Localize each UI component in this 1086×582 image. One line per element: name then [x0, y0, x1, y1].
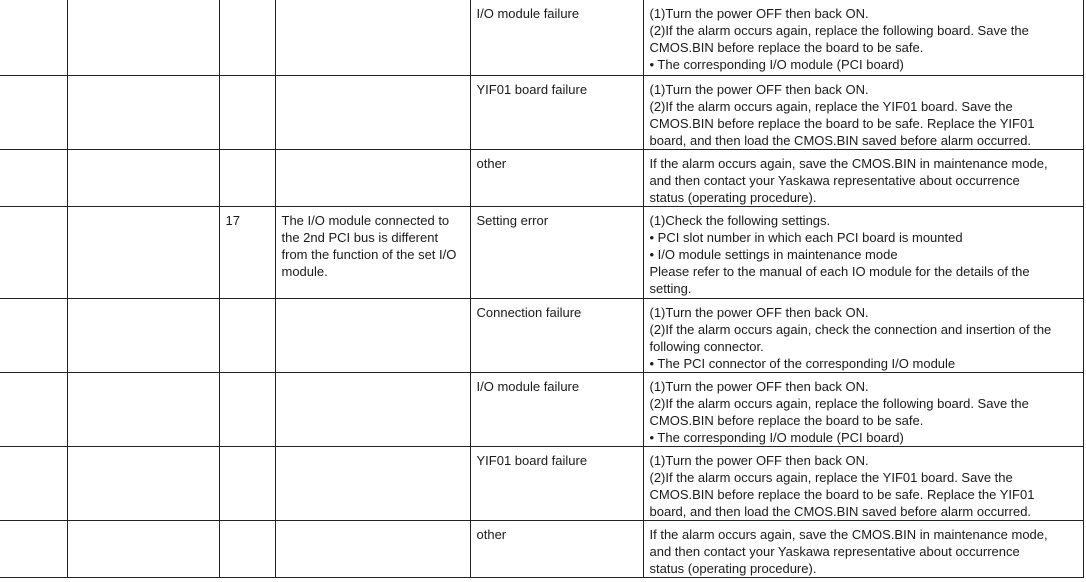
blank-cell — [0, 446, 67, 520]
table-row — [0, 520, 1083, 577]
blank-cell — [67, 0, 219, 75]
remedy-cell — [643, 0, 1083, 75]
alarm-description-cell — [275, 372, 470, 446]
alarm-number-cell — [219, 0, 275, 75]
alarm-number-cell — [219, 149, 275, 206]
remedy-line: (1)Turn the power OFF then back ON. — [649, 452, 869, 468]
remedy-cell — [643, 520, 1083, 577]
blank-cell — [0, 206, 67, 298]
remedy-cell — [643, 149, 1083, 206]
alarm-number-cell — [219, 520, 275, 577]
remedy-line: If the alarm occurs again, save the CMOS.BIN in maintenance mode, — [649, 526, 1048, 542]
alarm-number-cell — [219, 446, 275, 520]
remedy-line: • The PCI connector of the corresponding I/O module — [649, 355, 956, 371]
blank-cell — [67, 298, 219, 372]
blank-cell — [0, 75, 67, 149]
table-row — [0, 206, 1083, 298]
cause-cell — [470, 75, 643, 149]
cause-cell — [470, 0, 643, 75]
remedy-line: board, and then load the CMOS.BIN saved before alarm occurred. — [649, 503, 1032, 519]
alarm-description-cell — [275, 520, 470, 577]
alarm-number-cell — [219, 206, 275, 298]
cause-text: other — [476, 526, 507, 542]
remedy-line: CMOS.BIN before replace the board to be safe. — [649, 40, 924, 55]
remedy-line: status (operating procedure). — [649, 189, 817, 205]
alarm-description-cell — [275, 298, 470, 372]
alarm-description-cell — [275, 75, 470, 149]
remedy-line: (2)If the alarm occurs again, replace the following board. Save the — [649, 23, 1029, 38]
remedy-line: Please refer to the manual of each IO module for the details of the — [649, 263, 1030, 279]
alarm-number-cell — [219, 75, 275, 149]
alarm-number-cell — [219, 372, 275, 446]
remedy-line: (2)If the alarm occurs again, replace the YIF01 board. Save the — [649, 98, 1013, 114]
remedy-line: • The corresponding I/O module (PCI board) — [649, 57, 904, 72]
blank-cell — [67, 75, 219, 149]
blank-cell — [67, 372, 219, 446]
remedy-cell — [643, 75, 1083, 149]
cause-cell — [470, 206, 643, 298]
blank-cell — [67, 520, 219, 577]
remedy-line: CMOS.BIN before replace the board to be safe. Replace the YIF01 — [649, 486, 1035, 502]
remedy-line: (2)If the alarm occurs again, replace the following board. Save the — [649, 395, 1029, 411]
cause-cell — [470, 149, 643, 206]
description-line: from the function of the set I/O — [281, 246, 457, 262]
remedy-cell — [643, 446, 1083, 520]
remedy-line: • I/O module settings in maintenance mode — [649, 246, 898, 262]
blank-cell — [0, 372, 67, 446]
remedy-line: (2)If the alarm occurs again, replace the YIF01 board. Save the — [649, 469, 1013, 485]
alarm-number: 17 — [225, 212, 240, 228]
alarm-description-cell — [275, 206, 470, 298]
remedy-line: • The corresponding I/O module (PCI board) — [649, 429, 904, 445]
blank-cell — [0, 149, 67, 206]
remedy-line: status (operating procedure). — [649, 560, 817, 576]
remedy-line: • PCI slot number in which each PCI board is mounted — [649, 229, 963, 245]
table-row — [0, 446, 1083, 520]
blank-cell — [67, 446, 219, 520]
remedy-line: (1)Turn the power OFF then back ON. — [649, 81, 869, 97]
alarm-description-cell — [275, 446, 470, 520]
remedy-line: (1)Check the following settings. — [649, 212, 831, 228]
cause-text: Setting error — [476, 212, 549, 228]
blank-cell — [67, 206, 219, 298]
alarm-description-cell — [275, 149, 470, 206]
remedy-cell — [643, 206, 1083, 298]
remedy-line: (1)Turn the power OFF then back ON. — [649, 304, 869, 320]
blank-cell — [67, 149, 219, 206]
remedy-line: and then contact your Yaskawa representative about occurrence — [649, 543, 1020, 559]
alarm-number-cell — [219, 298, 275, 372]
cause-text: YIF01 board failure — [476, 81, 588, 97]
remedy-cell — [643, 298, 1083, 372]
remedy-line: and then contact your Yaskawa representative about occurrence — [649, 172, 1020, 188]
remedy-line: (1)Turn the power OFF then back ON. — [649, 6, 869, 21]
cause-cell — [470, 520, 643, 577]
cause-text: I/O module failure — [476, 6, 580, 21]
description-line: The I/O module connected to — [281, 212, 450, 228]
description-line: the 2nd PCI bus is different — [281, 229, 439, 245]
table-row — [0, 75, 1083, 149]
cause-cell — [470, 446, 643, 520]
table-row — [0, 0, 1083, 75]
cause-text: Connection failure — [476, 304, 582, 320]
blank-cell — [0, 298, 67, 372]
cause-cell — [470, 298, 643, 372]
remedy-line: CMOS.BIN before replace the board to be safe. Replace the YIF01 — [649, 115, 1035, 131]
cause-text: I/O module failure — [476, 378, 580, 394]
remedy-line: (2)If the alarm occurs again, check the connection and insertion of the — [649, 321, 1052, 337]
table-row — [0, 149, 1083, 206]
blank-cell — [0, 0, 67, 75]
description-line: module. — [281, 263, 328, 279]
table-row — [0, 298, 1083, 372]
cause-text: other — [476, 155, 507, 171]
cause-text: YIF01 board failure — [476, 452, 588, 468]
remedy-line: CMOS.BIN before replace the board to be safe. — [649, 412, 924, 428]
cause-cell — [470, 372, 643, 446]
alarm-description-cell — [275, 0, 470, 75]
remedy-cell — [643, 372, 1083, 446]
blank-cell — [0, 520, 67, 577]
remedy-line: board, and then load the CMOS.BIN saved before alarm occurred. — [649, 132, 1032, 148]
table-row — [0, 372, 1083, 446]
remedy-line: following connector. — [649, 338, 764, 354]
remedy-line: setting. — [649, 280, 692, 296]
remedy-line: (1)Turn the power OFF then back ON. — [649, 378, 869, 394]
remedy-line: If the alarm occurs again, save the CMOS.BIN in maintenance mode, — [649, 155, 1048, 171]
